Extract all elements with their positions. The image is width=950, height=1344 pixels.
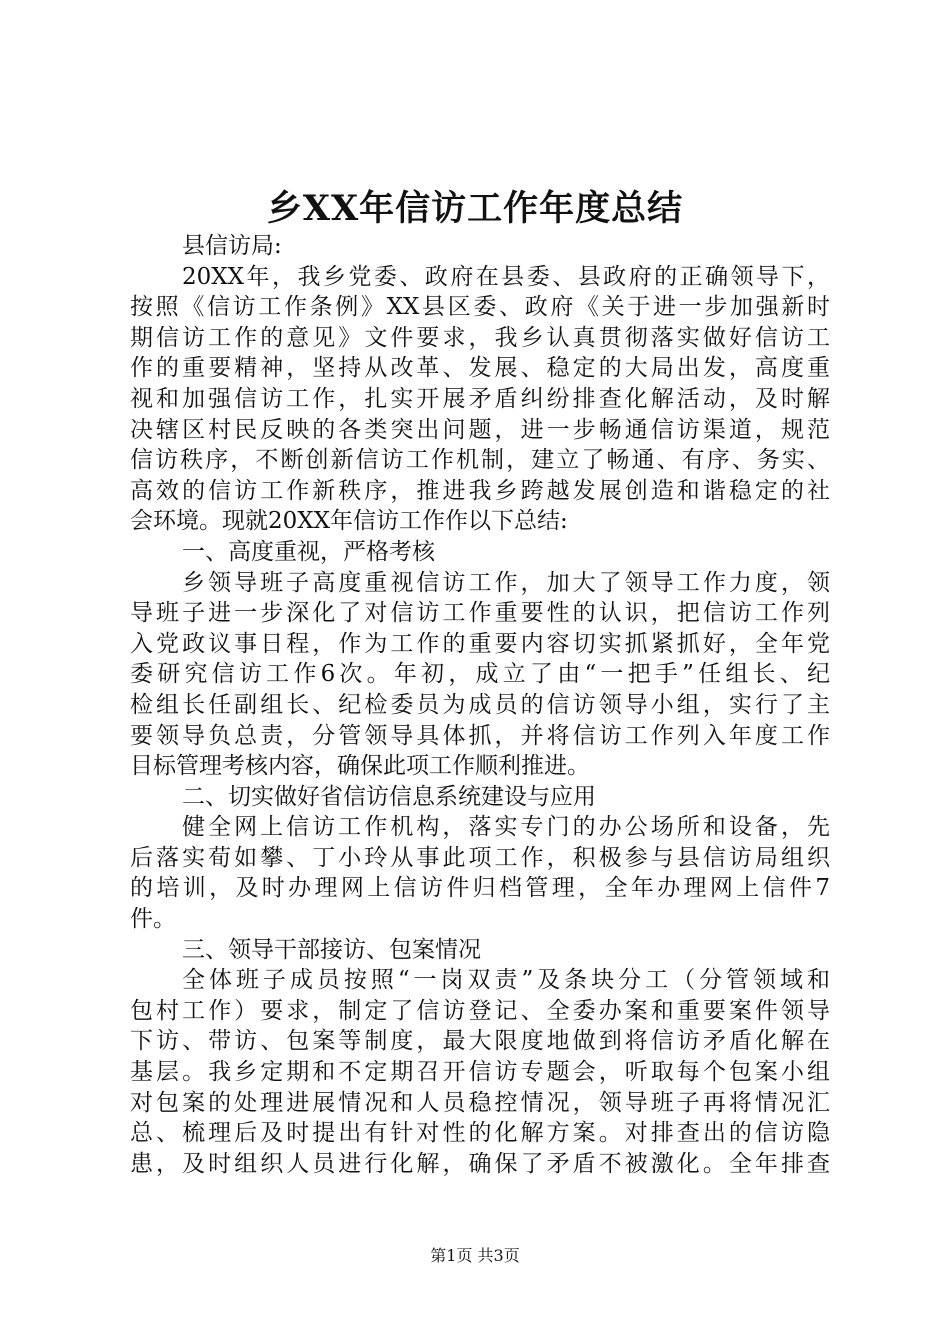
document-body [130,231,830,1179]
paragraph-line: 按照《信访工作条例》XX县区委、政府《关于进一步加强新时 [130,294,830,321]
paragraph-line: 后落实荀如攀、丁小玲从事此项工作，积极参与县信访局组织 [130,844,830,871]
paragraph-line: 基层。我乡定期和不定期召开信访专题会，听取每个包案小组 [130,1059,830,1086]
paragraph-line: 入党政议事日程，作为工作的重要内容切实抓紧抓好，全年党 [130,630,830,657]
paragraph-line: 20XX年，我乡党委、政府在县委、县政府的正确领导下， [182,263,830,290]
paragraph-line: 高效的信访工作新秩序，推进我乡跨越发展创造和谐稳定的社 [130,477,830,504]
paragraph-line: 全体班子成员按照“一岗双责”及条块分工（分管领域和 [182,967,830,994]
paragraph-line: 作的重要精神，坚持从改革、发展、稳定的大局出发，高度重 [130,355,830,382]
section-heading: 三、领导干部接访、包案情况 [182,936,481,963]
section-heading: 二、切实做好省信访信息系统建设与应用 [182,783,596,810]
document-title: 乡XX年信访工作年度总结 [266,188,684,229]
paragraph-line: 目标管理考核内容，确保此项工作顺利推进。 [130,753,590,780]
paragraph-line: 件。 [130,906,176,933]
paragraph-line: 会环境。现就20XX年信访工作作以下总结: [130,508,568,535]
paragraph-line: 期信访工作的意见》文件要求，我乡认真贯彻落实做好信访工 [130,324,830,351]
paragraph-line: 健全网上信访工作机构，落实专门的办公场所和设备，先 [182,814,830,841]
paragraph-line: 总、梳理后及时提出有针对性的化解方案。对排查出的信访隐 [130,1120,830,1147]
paragraph-line: 视和加强信访工作，扎实开展矛盾纠纷排查化解活动，及时解 [130,385,830,412]
paragraph-line: 决辖区村民反映的各类突出问题，进一步畅通信访渠道，规范 [130,416,830,443]
paragraph-line: 包村工作）要求，制定了信访登记、全委办案和重要案件领导 [130,997,830,1024]
paragraph-line: 要领导负总责，分管领导具体抓，并将信访工作列入年度工作 [130,722,830,749]
paragraph-line: 委研究信访工作6次。年初，成立了由“一把手”任组长、纪 [130,661,830,688]
salutation-line: 县信访局: [182,233,282,259]
paragraph-line: 对包案的处理进展情况和人员稳控情况，领导班子再将情况汇 [130,1089,830,1116]
paragraph-line: 导班子进一步深化了对信访工作重要性的认识，把信访工作列 [130,600,830,627]
paragraph-line: 患，及时组织人员进行化解，确保了矛盾不被激化。全年排查 [130,1150,830,1177]
paragraph-line: 的培训，及时办理网上信访件归档管理，全年办理网上信件7 [130,875,830,902]
page-number-footer: 第1页 共3页 [430,1246,520,1265]
paragraph-line: 检组长任副组长、纪检委员为成员的信访领导小组，实行了主 [130,691,830,718]
paragraph-line: 乡领导班子高度重视信访工作，加大了领导工作力度，领 [182,569,830,596]
paragraph-line: 信访秩序，不断创新信访工作机制，建立了畅通、有序、务实、 [130,447,830,474]
section-heading: 一、高度重视，严格考核 [182,538,435,565]
paragraph-line: 下访、带访、包案等制度，最大限度地做到将信访矛盾化解在 [130,1028,830,1055]
